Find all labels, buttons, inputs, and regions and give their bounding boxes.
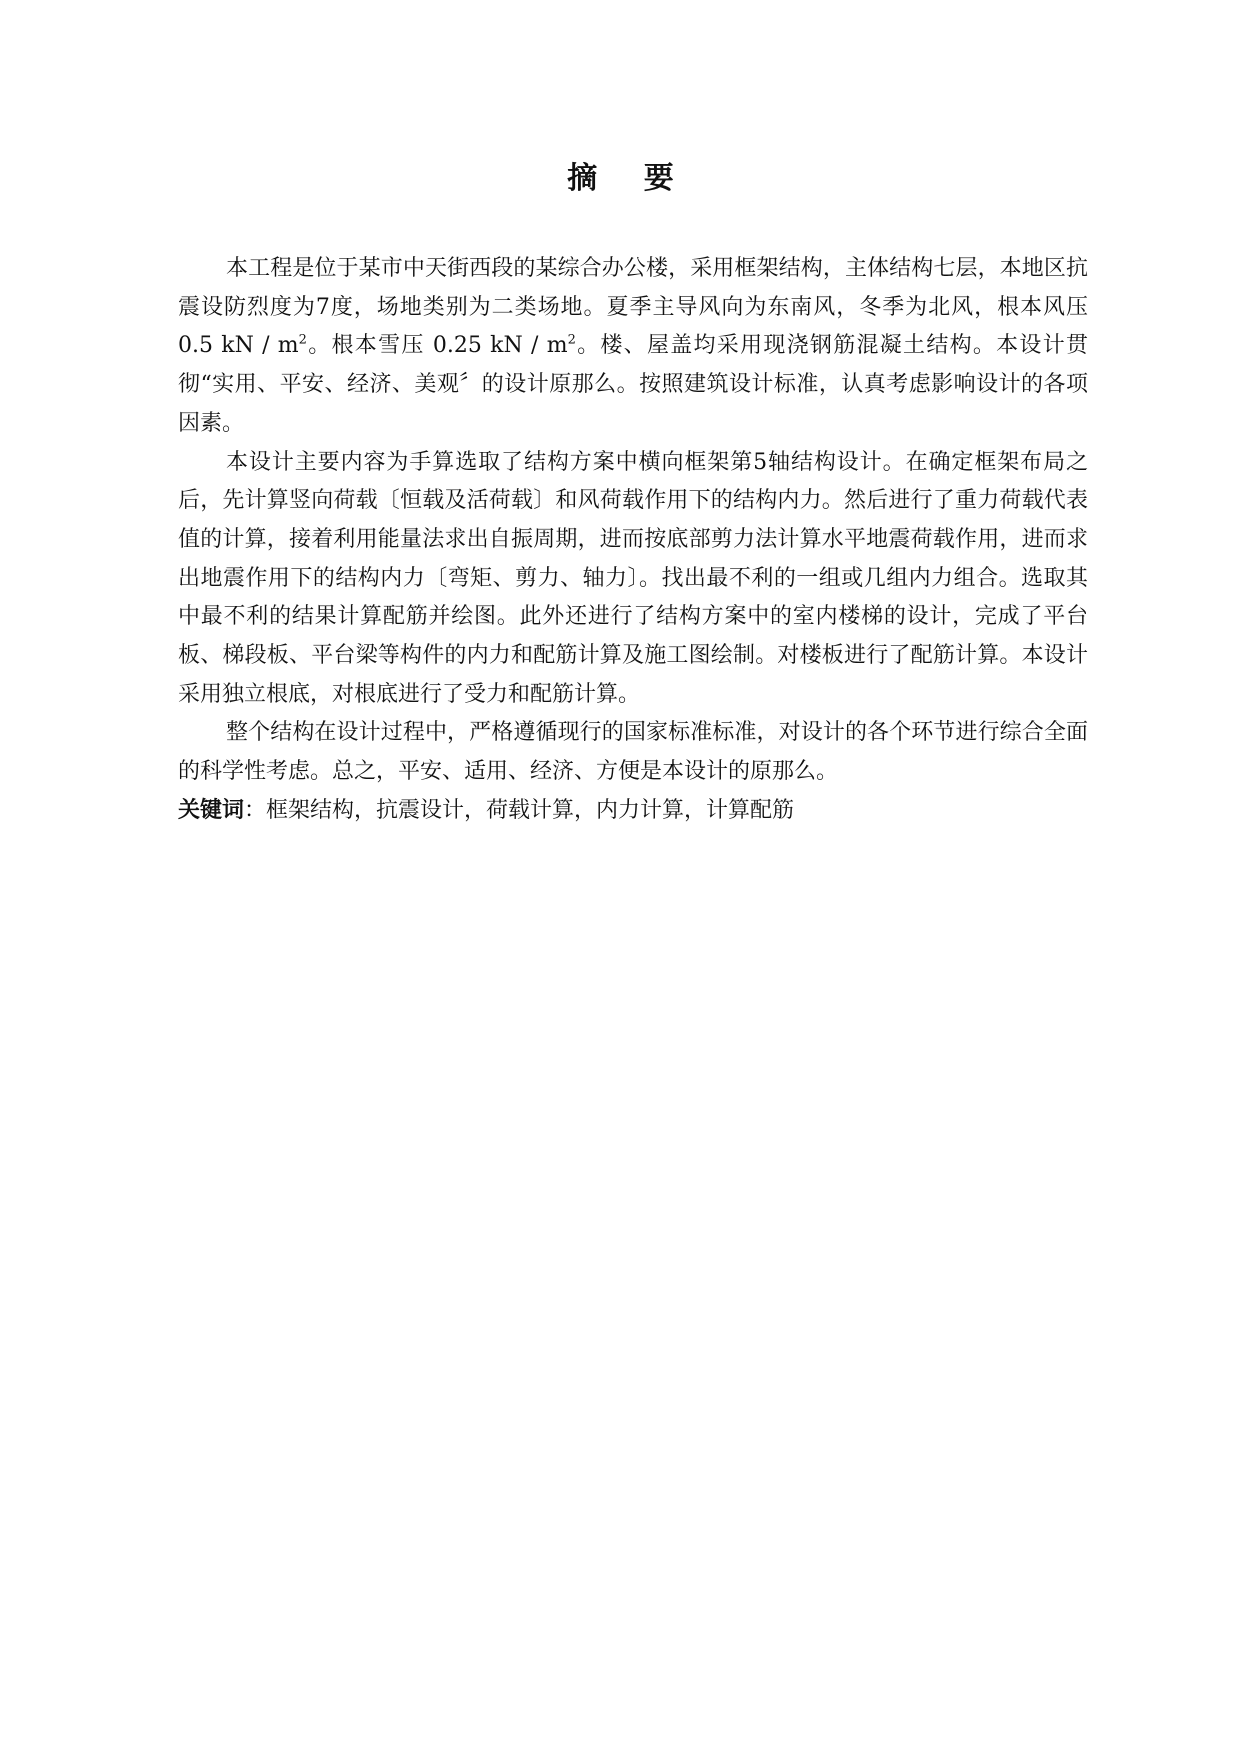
abstract-body xyxy=(178,250,1088,831)
abstract-paragraph-1 xyxy=(178,250,1088,444)
keywords-text: ：框架结构，抗震设计，荷载计算，内力计算，计算配筋 xyxy=(244,797,795,823)
keywords-line xyxy=(178,792,1088,831)
keywords-label: 关键词 xyxy=(178,797,245,823)
superscript-exponent: 2 xyxy=(567,333,576,349)
paragraph-1-text-c: 。楼、屋盖均采用现浇钢筋混凝土结构。本设计贯彻“实用、平安、经济、美观〞的设计原那么。按照建筑设计标准，认真考虑影响设计的各项因素。 xyxy=(178,333,1088,436)
superscript-exponent: 2 xyxy=(298,333,307,349)
paragraph-1-text-b: 。根本雪压 0.25 kN / m xyxy=(306,333,568,359)
page-title: 摘 要 xyxy=(567,161,692,196)
abstract-paragraph-3: 整个结构在设计过程中，严格遵循现行的国家标准标准，对设计的各个环节进行综合全面的科学性考虑。总之，平安、适用、经济、方便是本设计的原那么。 xyxy=(178,720,1088,785)
paragraph-1-text-a: 本工程是位于某市中天街西段的某综合办公楼，采用框架结构，主体结构七层，本地区抗震设防烈度为7度，场地类别为二类场地。夏季主导风向为东南风，冬季为北风，根本风压 0.5 kN / m xyxy=(178,256,1089,359)
abstract-paragraph-2: 本设计主要内容为手算选取了结构方案中横向框架第5轴结构设计。在确定框架布局之后，先计算竖向荷载〔恒载及活荷载〕和风荷载作用下的结构内力。然后进行了重力荷载代表值的计算，接着利用能量法求出自振周期，进而按底部剪力法计算水平地震荷载作用，进而求出地震作用下的结构内力〔弯矩、剪力、轴力〕。找出最不利的一组或几组内力组合。选取其中最不利的结果计算配筋并绘图。此外还进行了结构方案中的室内楼梯的设计，完成了平台板、梯段板、平台梁等构件的内力和配筋计算及施工图绘制。对楼板进行了配筋计算。本设计采用独立根底，对根底进行了受力和配筋计算。 xyxy=(178,449,1088,707)
